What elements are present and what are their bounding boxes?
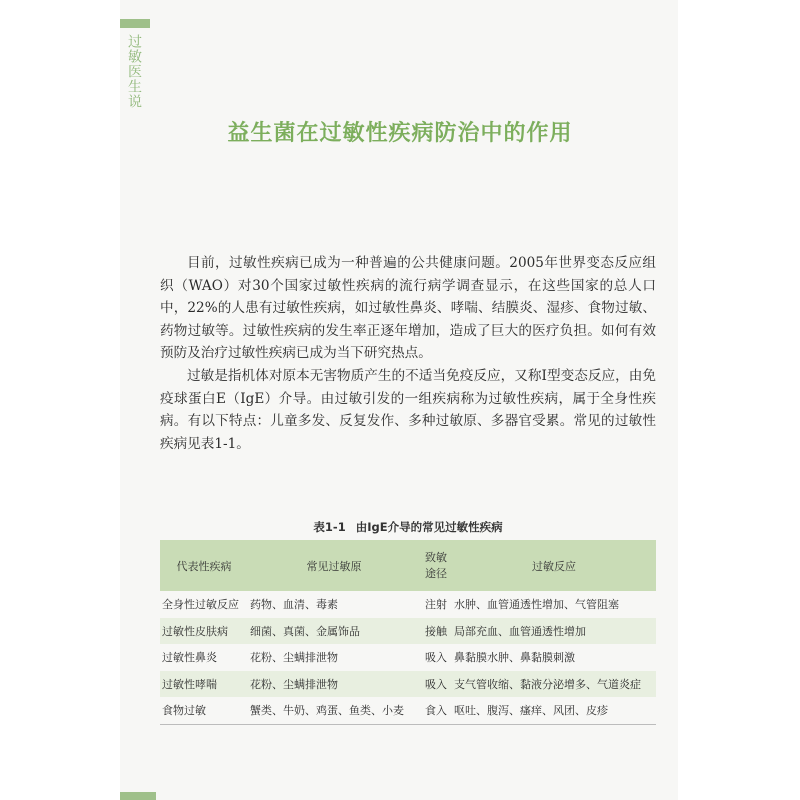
cell-allergen: 花粉、尘螨排泄物	[248, 671, 420, 698]
side-accent-bar	[120, 19, 150, 28]
cell-route: 接触	[420, 618, 452, 645]
cell-allergen: 药物、血清、毒素	[250, 598, 338, 612]
table-row	[160, 644, 656, 671]
table-row	[160, 618, 656, 645]
cell-reaction: 局部充血、血管通透性增加	[452, 618, 656, 645]
cell-route: 食入	[420, 697, 452, 724]
paragraph-2: 过敏是指机体对原本无害物质产生的不适当免疫反应，又称Ⅰ型变态反应，由免疫球蛋白E（IgE）介导。由过敏引发的一组疾病称为过敏性疾病，属于全身性疾病。有以下特点：儿童多发、反复发作、多种过敏原、多器官受累。常见的过敏性疾病见表1-1。	[160, 367, 656, 452]
paragraph-1: 目前，过敏性疾病已成为一种普遍的公共健康问题。2005年世界变态反应组织（WAO）对30个国家过敏性疾病的流行病学调查显示，在这些国家的总人口中，22%的人患有过敏性疾病，如过敏性鼻炎、哮喘、结膜炎、湿疹、食物过敏、药物过敏等。过敏性疾病的发生率正逐年增加，造成了巨大的医疗负担。如何有效预防及治疗过敏性疾病已成为当下研究热点。	[160, 255, 656, 362]
table-caption	[160, 519, 656, 535]
table-caption-title: 由IgE介导的常见过敏性疾病	[355, 520, 503, 534]
book-title-vertical: 过敏医生说	[126, 34, 142, 109]
cell-allergen: 蟹类、牛奶、鸡蛋、鱼类、小麦	[248, 697, 420, 724]
article-body	[160, 252, 656, 455]
header-route-line2: 途径	[425, 566, 447, 580]
header-route-line1: 致敏	[425, 550, 447, 564]
cell-reaction: 支气管收缩、黏液分泌增多、气道炎症	[452, 671, 656, 698]
cell-disease: 过敏性皮肤病	[160, 618, 248, 645]
cell-disease: 食物过敏	[160, 697, 248, 724]
cell-disease: 过敏性哮喘	[160, 671, 248, 698]
cell-reaction: 水肿、血管通透性增加、气管阻塞	[454, 598, 619, 612]
article-title: 益生菌在过敏性疾病防治中的作用	[227, 121, 573, 146]
cell-route: 吸入	[420, 671, 452, 698]
cell-disease: 全身性过敏反应	[162, 598, 239, 612]
cell-reaction: 鼻黏膜水肿、鼻黏膜刺激	[454, 651, 575, 665]
bottom-accent-bar	[120, 792, 156, 800]
cell-disease: 过敏性鼻炎	[162, 651, 217, 665]
table-row	[160, 671, 656, 698]
cell-allergen: 花粉、尘螨排泄物	[250, 651, 338, 665]
allergy-table	[160, 540, 656, 725]
table-caption-number: 表1-1	[313, 520, 346, 534]
cell-route: 吸入	[425, 651, 447, 665]
table-row	[160, 591, 656, 618]
table-header-row	[160, 540, 656, 591]
table-row	[160, 697, 656, 724]
header-reaction: 过敏反应	[452, 540, 656, 591]
cell-route: 注射	[425, 598, 447, 612]
cell-reaction: 呕吐、腹泻、瘙痒、风团、皮疹	[452, 697, 656, 724]
header-allergen: 常见过敏原	[248, 540, 420, 591]
header-route	[420, 540, 452, 591]
cell-allergen: 细菌、真菌、金属饰品	[248, 618, 420, 645]
header-disease: 代表性疾病	[160, 540, 248, 591]
